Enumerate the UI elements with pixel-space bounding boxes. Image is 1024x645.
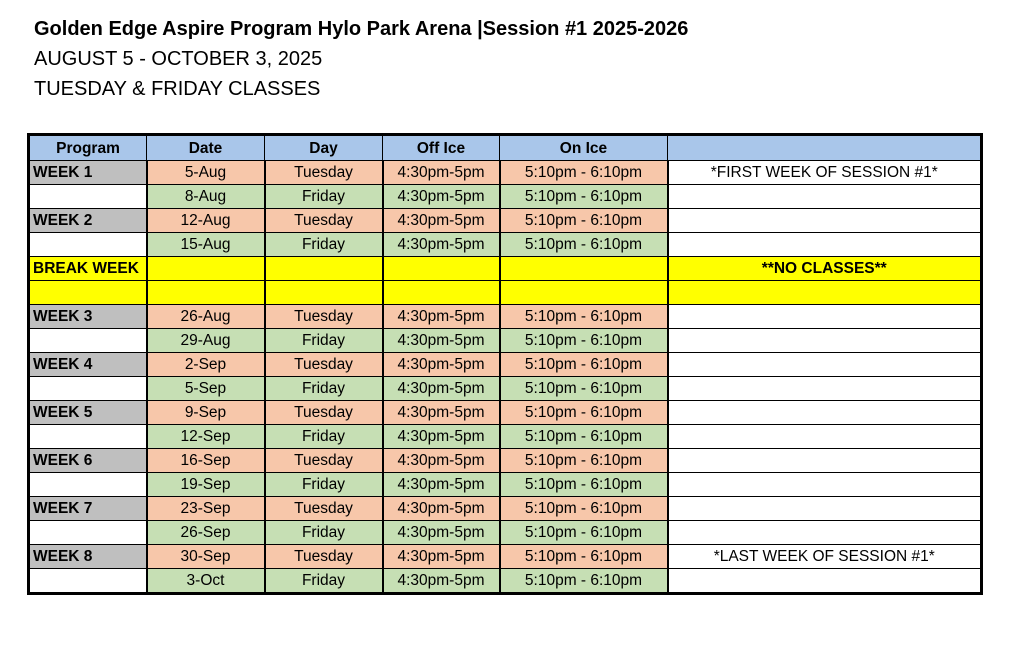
date-cell: 12-Aug	[147, 209, 265, 233]
table-row	[29, 449, 982, 473]
off-ice-cell: 4:30pm-5pm	[383, 329, 500, 353]
document-header	[34, 14, 688, 104]
program-cell: WEEK 3	[29, 305, 147, 329]
note-cell	[668, 497, 982, 521]
table-row	[29, 233, 982, 257]
off-ice-cell: 4:30pm-5pm	[383, 545, 500, 569]
day-cell: Friday	[265, 329, 383, 353]
on-ice-cell: 5:10pm - 6:10pm	[500, 401, 668, 425]
program-cell: WEEK 5	[29, 401, 147, 425]
table-row	[29, 281, 982, 305]
on-ice-cell	[500, 257, 668, 281]
off-ice-cell: 4:30pm-5pm	[383, 401, 500, 425]
date-cell: 2-Sep	[147, 353, 265, 377]
column-header-notes	[668, 135, 982, 161]
day-cell: Tuesday	[265, 401, 383, 425]
program-cell: WEEK 2	[29, 209, 147, 233]
on-ice-cell: 5:10pm - 6:10pm	[500, 305, 668, 329]
table-row	[29, 257, 982, 281]
table-row	[29, 521, 982, 545]
off-ice-cell: 4:30pm-5pm	[383, 353, 500, 377]
note-cell	[668, 377, 982, 401]
program-cell: WEEK 7	[29, 497, 147, 521]
schedule-body	[29, 161, 982, 594]
table-row	[29, 545, 982, 569]
note-cell	[668, 233, 982, 257]
day-cell: Tuesday	[265, 353, 383, 377]
table-row	[29, 305, 982, 329]
table-row	[29, 569, 982, 594]
table-row	[29, 329, 982, 353]
column-header-program: Program	[29, 135, 147, 161]
off-ice-cell: 4:30pm-5pm	[383, 161, 500, 185]
off-ice-cell: 4:30pm-5pm	[383, 569, 500, 594]
note-cell	[668, 449, 982, 473]
table-row	[29, 377, 982, 401]
day-cell: Friday	[265, 473, 383, 497]
off-ice-cell: 4:30pm-5pm	[383, 521, 500, 545]
date-cell	[147, 257, 265, 281]
table-header-row	[29, 135, 982, 161]
date-cell: 15-Aug	[147, 233, 265, 257]
program-cell: WEEK 4	[29, 353, 147, 377]
off-ice-cell: 4:30pm-5pm	[383, 425, 500, 449]
off-ice-cell: 4:30pm-5pm	[383, 377, 500, 401]
note-cell	[668, 425, 982, 449]
off-ice-cell: 4:30pm-5pm	[383, 473, 500, 497]
day-cell: Tuesday	[265, 305, 383, 329]
table-row	[29, 425, 982, 449]
program-cell: WEEK 6	[29, 449, 147, 473]
note-cell: **NO CLASSES**	[668, 257, 982, 281]
program-cell	[29, 329, 147, 353]
program-cell	[29, 473, 147, 497]
on-ice-cell: 5:10pm - 6:10pm	[500, 521, 668, 545]
on-ice-cell: 5:10pm - 6:10pm	[500, 449, 668, 473]
date-cell: 16-Sep	[147, 449, 265, 473]
on-ice-cell: 5:10pm - 6:10pm	[500, 569, 668, 594]
note-cell: *FIRST WEEK OF SESSION #1*	[668, 161, 982, 185]
program-cell	[29, 233, 147, 257]
note-cell	[668, 329, 982, 353]
table-row	[29, 209, 982, 233]
table-row	[29, 353, 982, 377]
date-cell: 12-Sep	[147, 425, 265, 449]
note-cell	[668, 521, 982, 545]
off-ice-cell: 4:30pm-5pm	[383, 209, 500, 233]
day-cell: Friday	[265, 425, 383, 449]
on-ice-cell: 5:10pm - 6:10pm	[500, 425, 668, 449]
date-cell: 26-Aug	[147, 305, 265, 329]
on-ice-cell: 5:10pm - 6:10pm	[500, 233, 668, 257]
on-ice-cell: 5:10pm - 6:10pm	[500, 497, 668, 521]
note-cell	[668, 305, 982, 329]
schedule-table	[27, 133, 983, 595]
column-header-off-ice: Off Ice	[383, 135, 500, 161]
on-ice-cell: 5:10pm - 6:10pm	[500, 473, 668, 497]
note-cell	[668, 353, 982, 377]
table-row	[29, 473, 982, 497]
date-cell: 23-Sep	[147, 497, 265, 521]
column-header-day: Day	[265, 135, 383, 161]
day-cell	[265, 281, 383, 305]
session-dates: AUGUST 5 - OCTOBER 3, 2025	[34, 48, 323, 70]
day-cell: Tuesday	[265, 497, 383, 521]
note-cell	[668, 185, 982, 209]
date-cell: 30-Sep	[147, 545, 265, 569]
note-cell	[668, 281, 982, 305]
note-cell	[668, 569, 982, 594]
date-cell: 19-Sep	[147, 473, 265, 497]
day-cell	[265, 257, 383, 281]
page-title: Golden Edge Aspire Program Hylo Park Arena |Session #1 2025-2026	[34, 18, 689, 40]
note-cell	[668, 401, 982, 425]
date-cell: 3-Oct	[147, 569, 265, 594]
program-cell	[29, 521, 147, 545]
program-cell	[29, 425, 147, 449]
off-ice-cell: 4:30pm-5pm	[383, 497, 500, 521]
table-row	[29, 185, 982, 209]
program-cell: WEEK 8	[29, 545, 147, 569]
note-cell	[668, 473, 982, 497]
day-cell: Friday	[265, 185, 383, 209]
class-days: TUESDAY & FRIDAY CLASSES	[34, 78, 321, 100]
day-cell: Friday	[265, 377, 383, 401]
on-ice-cell: 5:10pm - 6:10pm	[500, 377, 668, 401]
date-cell: 5-Sep	[147, 377, 265, 401]
date-cell: 26-Sep	[147, 521, 265, 545]
date-cell: 9-Sep	[147, 401, 265, 425]
on-ice-cell: 5:10pm - 6:10pm	[500, 209, 668, 233]
on-ice-cell: 5:10pm - 6:10pm	[500, 161, 668, 185]
on-ice-cell: 5:10pm - 6:10pm	[500, 353, 668, 377]
on-ice-cell: 5:10pm - 6:10pm	[500, 545, 668, 569]
date-cell: 5-Aug	[147, 161, 265, 185]
note-cell	[668, 209, 982, 233]
table-row	[29, 401, 982, 425]
day-cell: Tuesday	[265, 209, 383, 233]
column-header-on-ice: On Ice	[500, 135, 668, 161]
program-cell	[29, 281, 147, 305]
date-cell: 8-Aug	[147, 185, 265, 209]
on-ice-cell	[500, 281, 668, 305]
program-cell	[29, 185, 147, 209]
program-cell: BREAK WEEK	[29, 257, 147, 281]
off-ice-cell: 4:30pm-5pm	[383, 449, 500, 473]
program-cell	[29, 377, 147, 401]
day-cell: Tuesday	[265, 545, 383, 569]
off-ice-cell	[383, 257, 500, 281]
on-ice-cell: 5:10pm - 6:10pm	[500, 329, 668, 353]
off-ice-cell	[383, 281, 500, 305]
program-cell	[29, 569, 147, 594]
day-cell: Friday	[265, 521, 383, 545]
date-cell	[147, 281, 265, 305]
date-cell: 29-Aug	[147, 329, 265, 353]
column-header-date: Date	[147, 135, 265, 161]
off-ice-cell: 4:30pm-5pm	[383, 185, 500, 209]
table-row	[29, 497, 982, 521]
program-cell: WEEK 1	[29, 161, 147, 185]
day-cell: Tuesday	[265, 449, 383, 473]
off-ice-cell: 4:30pm-5pm	[383, 233, 500, 257]
day-cell: Tuesday	[265, 161, 383, 185]
table-row	[29, 161, 982, 185]
day-cell: Friday	[265, 569, 383, 594]
on-ice-cell: 5:10pm - 6:10pm	[500, 185, 668, 209]
note-cell: *LAST WEEK OF SESSION #1*	[668, 545, 982, 569]
day-cell: Friday	[265, 233, 383, 257]
off-ice-cell: 4:30pm-5pm	[383, 305, 500, 329]
